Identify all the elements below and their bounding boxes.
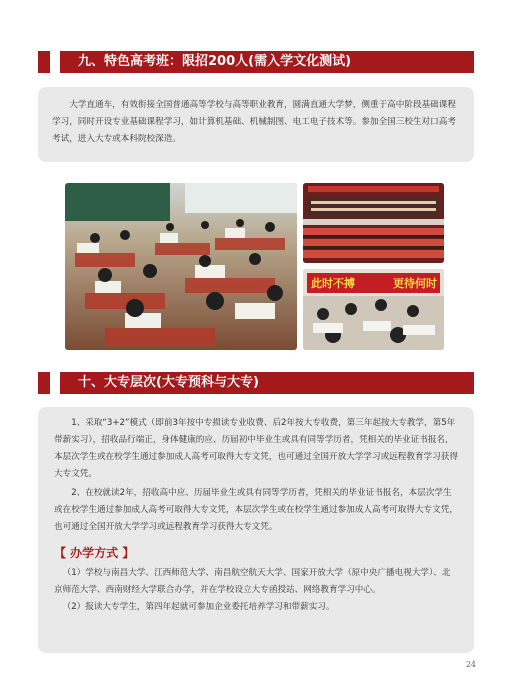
section9-header-tab: [38, 51, 50, 73]
auditorium-photo-image: [303, 183, 444, 263]
section9-body: 大学直通车，有效衔接全国普通高等学校与高等职业教育，圆满直通大学梦，侧重于高中阶段基础课程学习，同时开设专业基础课程学习，如计算机基础、机械制图、电工电子技术等。参加全国三校生对口高考考试，进入大专或本科院校深造。: [52, 100, 456, 144]
section9-header: [38, 51, 474, 73]
mode-item-2: （2）报读大专学生，第四年起就可参加企业委托培养学习和带薪实习。: [62, 602, 335, 612]
section10-title: 十、大专层次(大专预科与大专): [60, 372, 474, 394]
section10-header-tab: [38, 372, 50, 394]
banner-text: [311, 274, 437, 292]
mode-item-1: （1）学校与南昌大学、江西师范大学、南昌航空航天大学、国家开放大学（原中央广播电视大学）、北京师范大学、西南财经大学联合办学，并在学校设立大专函授站、网络教育学习中心。: [54, 568, 451, 595]
banner-text-left: 此时不搏: [311, 277, 355, 290]
section10-para2: 2、在校就读2年，招收高中应、历届毕业生或具有同等学历者，凭相关的毕业证书报名，本层次学生或在校学生通过参加成人高考可取得大专文凭，本层次学生或在校学生通过参加成人高考可取得大专文凭，也可通过全国开放大学学习或远程教育学习获得大专文凭。: [54, 488, 458, 532]
section10-box: [38, 407, 474, 653]
banner-class-photo: [303, 269, 444, 350]
banner-text-right: 更待何时: [393, 277, 437, 290]
auditorium-photo: [303, 183, 444, 263]
section9-box: [38, 87, 474, 162]
classroom-photo-image: [65, 183, 297, 350]
section10-header: [38, 372, 474, 394]
classroom-photo: [65, 183, 297, 350]
page-number: 24: [465, 660, 476, 669]
mode-heading: 【 办学方式 】: [54, 546, 135, 560]
section10-para1: 1、采取“3+2”模式（即前3年按中专损读专业收费、后2年按大专收费，第三年起按大专教学，第5年带薪实习），招收品行端正，身体健康的应、历届初中毕业生或具有同等学历者，凭相关的毕业证书报名，本层次学生或在校学生通过参加成人高考可取得大专文凭，也可通过全国开放大学学习或远程教育学习获得大专文凭。: [54, 418, 458, 479]
section9-title: 九、特色高考班：限招200人(需入学文化测试): [60, 51, 474, 73]
